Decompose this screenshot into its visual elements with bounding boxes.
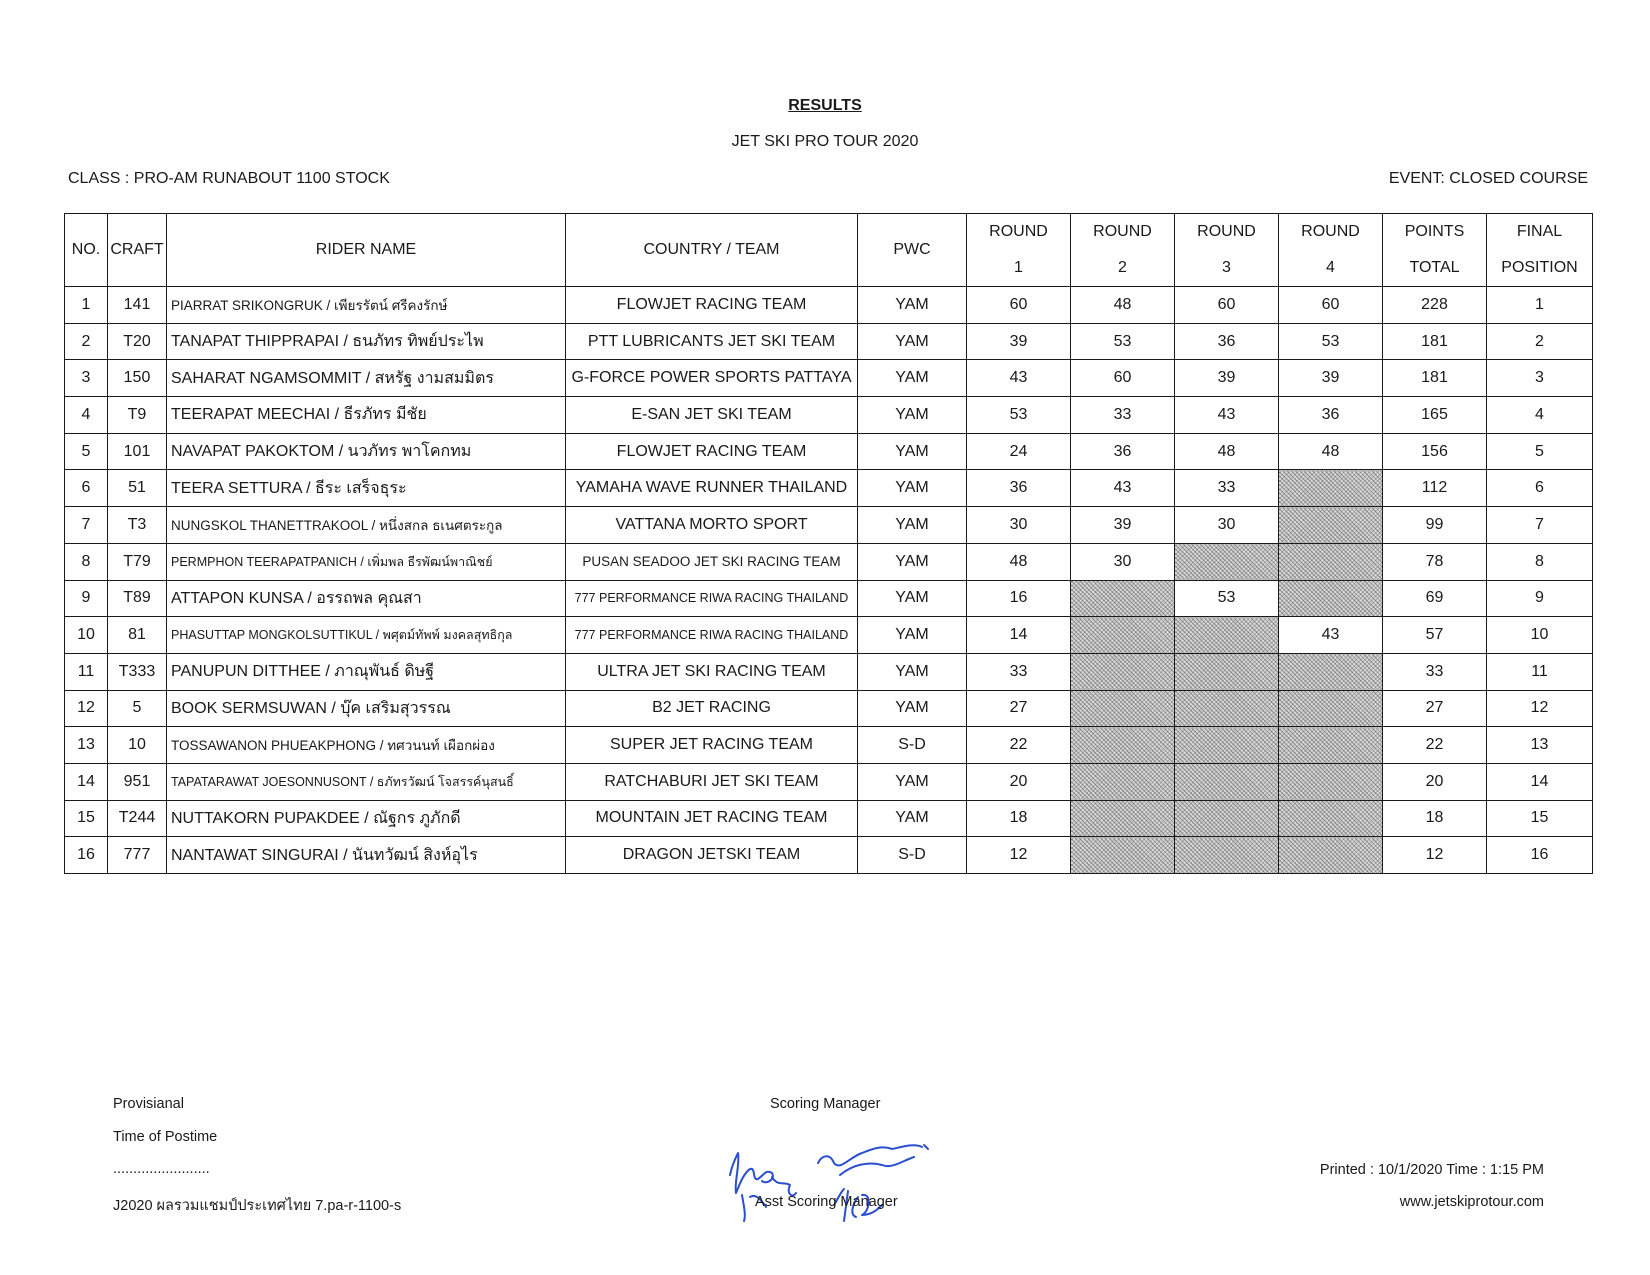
cell-country-team: ULTRA JET SKI RACING TEAM <box>566 653 858 690</box>
cell-final-position: 15 <box>1487 800 1593 837</box>
footer-website[interactable]: www.jetskiprotour.com <box>1399 1194 1544 1210</box>
footer-time-of-postime: Time of Postime <box>113 1129 218 1145</box>
cell-rider-name: TOSSAWANON PHUEAKPHONG / ทศวนนท์ เผือกผ่อง <box>167 727 566 764</box>
table-row <box>65 800 1593 837</box>
cell-no: 11 <box>65 653 108 690</box>
header-pwc: PWC <box>858 214 967 287</box>
cell-final-position: 1 <box>1487 287 1593 324</box>
cell-points-total: 20 <box>1383 763 1487 800</box>
cell-country-team: MOUNTAIN JET RACING TEAM <box>566 800 858 837</box>
cell-country-team: 777 PERFORMANCE RIWA RACING THAILAND <box>566 617 858 654</box>
cell-round-3 <box>1175 617 1279 654</box>
footer-scoring-manager: Scoring Manager <box>770 1096 881 1112</box>
table-row <box>65 507 1593 544</box>
table-row <box>65 360 1593 397</box>
cell-round-3 <box>1175 690 1279 727</box>
cell-round-3: 60 <box>1175 287 1279 324</box>
cell-round-3: 48 <box>1175 433 1279 470</box>
cell-round-1: 33 <box>967 653 1071 690</box>
cell-craft: 141 <box>108 287 167 324</box>
cell-craft: 951 <box>108 763 167 800</box>
header-final-label: FINAL <box>1487 214 1593 251</box>
header-round-2-number: 2 <box>1071 250 1175 287</box>
cell-rider-name: TEERA SETTURA / ธีระ เสร็จธุระ <box>167 470 566 507</box>
cell-country-team: B2 JET RACING <box>566 690 858 727</box>
header-round-3-label: ROUND <box>1175 214 1279 251</box>
cell-round-4: 48 <box>1279 433 1383 470</box>
cell-round-4: 53 <box>1279 323 1383 360</box>
cell-rider-name: SAHARAT NGAMSOMMIT / สหรัฐ งามสมมิตร <box>167 360 566 397</box>
cell-rider-name: BOOK SERMSUWAN / บุ๊ค เสริมสุวรรณ <box>167 690 566 727</box>
table-row <box>65 470 1593 507</box>
cell-final-position: 11 <box>1487 653 1593 690</box>
cell-round-3: 53 <box>1175 580 1279 617</box>
cell-round-4 <box>1279 543 1383 580</box>
cell-craft: 150 <box>108 360 167 397</box>
cell-final-position: 2 <box>1487 323 1593 360</box>
cell-final-position: 3 <box>1487 360 1593 397</box>
cell-rider-name: PERMPHON TEERAPATPANICH / เพิ่มพล ธีรพัฒน์พาณิชย์ <box>167 543 566 580</box>
header-no: NO. <box>65 214 108 287</box>
cell-round-2: 33 <box>1071 397 1175 434</box>
cell-round-1: 27 <box>967 690 1071 727</box>
cell-round-4: 36 <box>1279 397 1383 434</box>
cell-country-team: SUPER JET RACING TEAM <box>566 727 858 764</box>
cell-round-4 <box>1279 763 1383 800</box>
cell-round-4 <box>1279 470 1383 507</box>
cell-no: 15 <box>65 800 108 837</box>
cell-country-team: PUSAN SEADOO JET SKI RACING TEAM <box>566 543 858 580</box>
cell-final-position: 6 <box>1487 470 1593 507</box>
cell-round-4: 39 <box>1279 360 1383 397</box>
cell-no: 4 <box>65 397 108 434</box>
cell-no: 2 <box>65 323 108 360</box>
cell-pwc: S-D <box>858 727 967 764</box>
footer-provisional: Provisianal <box>113 1096 184 1112</box>
cell-round-1: 39 <box>967 323 1071 360</box>
cell-round-3: 36 <box>1175 323 1279 360</box>
cell-rider-name: PANUPUN DITTHEE / ภาณุพันธ์ ดิษฐี <box>167 653 566 690</box>
table-row <box>65 397 1593 434</box>
cell-round-1: 36 <box>967 470 1071 507</box>
table-row <box>65 433 1593 470</box>
document-subtitle: JET SKI PRO TOUR 2020 <box>731 133 919 150</box>
class-label: CLASS : PRO-AM RUNABOUT 1100 STOCK <box>68 170 390 187</box>
cell-pwc: YAM <box>858 507 967 544</box>
cell-round-2: 48 <box>1071 287 1175 324</box>
cell-pwc: YAM <box>858 323 967 360</box>
cell-round-4 <box>1279 800 1383 837</box>
header-round-3-number: 3 <box>1175 250 1279 287</box>
cell-pwc: YAM <box>858 470 967 507</box>
cell-round-4 <box>1279 727 1383 764</box>
cell-final-position: 13 <box>1487 727 1593 764</box>
cell-round-2: 53 <box>1071 323 1175 360</box>
results-body <box>65 287 1593 874</box>
header-craft: CRAFT <box>108 214 167 287</box>
footer-printed-timestamp: Printed : 10/1/2020 Time : 1:15 PM <box>1319 1162 1544 1178</box>
cell-round-3: 33 <box>1175 470 1279 507</box>
table-row <box>65 543 1593 580</box>
cell-points-total: 18 <box>1383 800 1487 837</box>
cell-pwc: YAM <box>858 580 967 617</box>
footer-asst-scoring-manager: Asst Scoring Manager <box>755 1194 898 1210</box>
cell-no: 5 <box>65 433 108 470</box>
cell-country-team: DRAGON JETSKI TEAM <box>566 837 858 874</box>
cell-round-2 <box>1071 837 1175 874</box>
cell-points-total: 57 <box>1383 617 1487 654</box>
cell-points-total: 181 <box>1383 360 1487 397</box>
cell-points-total: 112 <box>1383 470 1487 507</box>
cell-final-position: 14 <box>1487 763 1593 800</box>
cell-round-3 <box>1175 543 1279 580</box>
table-row <box>65 653 1593 690</box>
cell-rider-name: NANTAWAT SINGURAI / นันทวัฒน์ สิงห์อุไร <box>167 837 566 874</box>
header-final-position: POSITION <box>1487 250 1593 287</box>
cell-craft: 101 <box>108 433 167 470</box>
cell-round-2 <box>1071 763 1175 800</box>
cell-round-1: 48 <box>967 543 1071 580</box>
cell-round-3 <box>1175 653 1279 690</box>
table-row <box>65 727 1593 764</box>
cell-no: 8 <box>65 543 108 580</box>
header-round-1-label: ROUND <box>967 214 1071 251</box>
cell-craft: T89 <box>108 580 167 617</box>
cell-pwc: YAM <box>858 653 967 690</box>
cell-round-2 <box>1071 727 1175 764</box>
cell-round-2 <box>1071 580 1175 617</box>
cell-points-total: 69 <box>1383 580 1487 617</box>
cell-final-position: 16 <box>1487 837 1593 874</box>
cell-rider-name: NUNGSKOL THANETTRAKOOL / หนึ่งสกล ธเนศตระกูล <box>167 507 566 544</box>
cell-points-total: 78 <box>1383 543 1487 580</box>
cell-craft: 5 <box>108 690 167 727</box>
cell-country-team: FLOWJET RACING TEAM <box>566 433 858 470</box>
cell-final-position: 7 <box>1487 507 1593 544</box>
cell-round-3 <box>1175 763 1279 800</box>
table-row <box>65 323 1593 360</box>
cell-country-team: RATCHABURI JET SKI TEAM <box>566 763 858 800</box>
cell-points-total: 156 <box>1383 433 1487 470</box>
cell-round-4 <box>1279 837 1383 874</box>
table-row <box>65 837 1593 874</box>
cell-final-position: 9 <box>1487 580 1593 617</box>
cell-final-position: 10 <box>1487 617 1593 654</box>
cell-round-3 <box>1175 727 1279 764</box>
cell-craft: T333 <box>108 653 167 690</box>
cell-round-1: 14 <box>967 617 1071 654</box>
cell-rider-name: TEERAPAT MEECHAI / ธีรภัทร มีชัย <box>167 397 566 434</box>
footer-document-reference: J2020 ผลรวมแชมป์ประเทศไทย 7.pa-r-1100-s <box>113 1198 402 1214</box>
cell-craft: T20 <box>108 323 167 360</box>
cell-round-1: 30 <box>967 507 1071 544</box>
cell-final-position: 8 <box>1487 543 1593 580</box>
table-row <box>65 690 1593 727</box>
cell-no: 16 <box>65 837 108 874</box>
cell-round-3 <box>1175 837 1279 874</box>
cell-craft: 10 <box>108 727 167 764</box>
header-points-total: TOTAL <box>1383 250 1487 287</box>
cell-round-3: 30 <box>1175 507 1279 544</box>
cell-round-1: 16 <box>967 580 1071 617</box>
cell-points-total: 22 <box>1383 727 1487 764</box>
cell-round-2 <box>1071 617 1175 654</box>
header-round-2-label: ROUND <box>1071 214 1175 251</box>
cell-no: 13 <box>65 727 108 764</box>
cell-pwc: YAM <box>858 763 967 800</box>
signature-image <box>722 1135 942 1225</box>
cell-pwc: YAM <box>858 617 967 654</box>
cell-pwc: YAM <box>858 433 967 470</box>
cell-round-1: 60 <box>967 287 1071 324</box>
cell-round-3: 43 <box>1175 397 1279 434</box>
document-title: RESULTS <box>788 97 862 114</box>
cell-no: 12 <box>65 690 108 727</box>
cell-rider-name: NAVAPAT PAKOKTOM / นวภัทร พาโคกทม <box>167 433 566 470</box>
cell-rider-name: TANAPAT THIPPRAPAI / ธนภัทร ทิพย์ประไพ <box>167 323 566 360</box>
cell-round-2 <box>1071 690 1175 727</box>
cell-points-total: 33 <box>1383 653 1487 690</box>
cell-rider-name: TAPATARAWAT JOESONNUSONT / ธภัทรวัฒน์ โจสรรค์นุสนธิ์ <box>167 763 566 800</box>
cell-points-total: 228 <box>1383 287 1487 324</box>
table-row <box>65 763 1593 800</box>
cell-points-total: 181 <box>1383 323 1487 360</box>
table-row <box>65 287 1593 324</box>
cell-country-team: FLOWJET RACING TEAM <box>566 287 858 324</box>
cell-country-team: PTT LUBRICANTS JET SKI TEAM <box>566 323 858 360</box>
cell-craft: 51 <box>108 470 167 507</box>
cell-country-team: YAMAHA WAVE RUNNER THAILAND <box>566 470 858 507</box>
cell-country-team: 777 PERFORMANCE RIWA RACING THAILAND <box>566 580 858 617</box>
cell-round-2: 30 <box>1071 543 1175 580</box>
cell-craft: T244 <box>108 800 167 837</box>
cell-points-total: 165 <box>1383 397 1487 434</box>
cell-craft: 81 <box>108 617 167 654</box>
cell-country-team: VATTANA MORTO SPORT <box>566 507 858 544</box>
cell-rider-name: PIARRAT SRIKONGRUK / เพียรรัตน์ ศรีคงรักษ์ <box>167 287 566 324</box>
cell-no: 3 <box>65 360 108 397</box>
cell-no: 6 <box>65 470 108 507</box>
cell-country-team: E-SAN JET SKI TEAM <box>566 397 858 434</box>
cell-round-4 <box>1279 580 1383 617</box>
cell-points-total: 99 <box>1383 507 1487 544</box>
cell-pwc: YAM <box>858 287 967 324</box>
cell-craft: 777 <box>108 837 167 874</box>
footer-dotted-line: ........................ <box>113 1161 210 1177</box>
results-table <box>64 213 1593 874</box>
cell-round-4 <box>1279 507 1383 544</box>
cell-country-team: G-FORCE POWER SPORTS PATTAYA <box>566 360 858 397</box>
header-rider-name: RIDER NAME <box>167 214 566 287</box>
cell-round-2: 60 <box>1071 360 1175 397</box>
cell-round-4: 60 <box>1279 287 1383 324</box>
cell-round-4: 43 <box>1279 617 1383 654</box>
cell-no: 14 <box>65 763 108 800</box>
cell-round-2: 43 <box>1071 470 1175 507</box>
cell-pwc: YAM <box>858 543 967 580</box>
cell-round-4 <box>1279 653 1383 690</box>
cell-round-4 <box>1279 690 1383 727</box>
cell-round-1: 18 <box>967 800 1071 837</box>
cell-round-2 <box>1071 653 1175 690</box>
header-round-4-number: 4 <box>1279 250 1383 287</box>
cell-rider-name: PHASUTTAP MONGKOLSUTTIKUL / พศุตม์ทัพพ์ มงคลสุทธิกุล <box>167 617 566 654</box>
cell-no: 1 <box>65 287 108 324</box>
cell-round-1: 22 <box>967 727 1071 764</box>
cell-pwc: YAM <box>858 690 967 727</box>
cell-no: 10 <box>65 617 108 654</box>
cell-round-1: 43 <box>967 360 1071 397</box>
cell-round-2: 36 <box>1071 433 1175 470</box>
cell-round-1: 24 <box>967 433 1071 470</box>
cell-round-1: 53 <box>967 397 1071 434</box>
cell-craft: T79 <box>108 543 167 580</box>
cell-no: 9 <box>65 580 108 617</box>
event-label: EVENT: CLOSED COURSE <box>1388 170 1588 187</box>
cell-round-2: 39 <box>1071 507 1175 544</box>
cell-craft: T3 <box>108 507 167 544</box>
header-points-label: POINTS <box>1383 214 1487 251</box>
cell-round-1: 20 <box>967 763 1071 800</box>
cell-round-3: 39 <box>1175 360 1279 397</box>
cell-final-position: 5 <box>1487 433 1593 470</box>
header-round-1-number: 1 <box>967 250 1071 287</box>
cell-pwc: S-D <box>858 837 967 874</box>
table-row <box>65 617 1593 654</box>
header-country-team: COUNTRY / TEAM <box>566 214 858 287</box>
cell-final-position: 12 <box>1487 690 1593 727</box>
cell-final-position: 4 <box>1487 397 1593 434</box>
cell-pwc: YAM <box>858 360 967 397</box>
cell-round-3 <box>1175 800 1279 837</box>
cell-no: 7 <box>65 507 108 544</box>
cell-rider-name: ATTAPON KUNSA / อรรถพล คุณสา <box>167 580 566 617</box>
cell-round-2 <box>1071 800 1175 837</box>
cell-points-total: 12 <box>1383 837 1487 874</box>
cell-points-total: 27 <box>1383 690 1487 727</box>
cell-craft: T9 <box>108 397 167 434</box>
table-row <box>65 580 1593 617</box>
header-round-4-label: ROUND <box>1279 214 1383 251</box>
cell-rider-name: NUTTAKORN PUPAKDEE / ณัฐกร ภูภักดี <box>167 800 566 837</box>
cell-pwc: YAM <box>858 800 967 837</box>
cell-pwc: YAM <box>858 397 967 434</box>
cell-round-1: 12 <box>967 837 1071 874</box>
